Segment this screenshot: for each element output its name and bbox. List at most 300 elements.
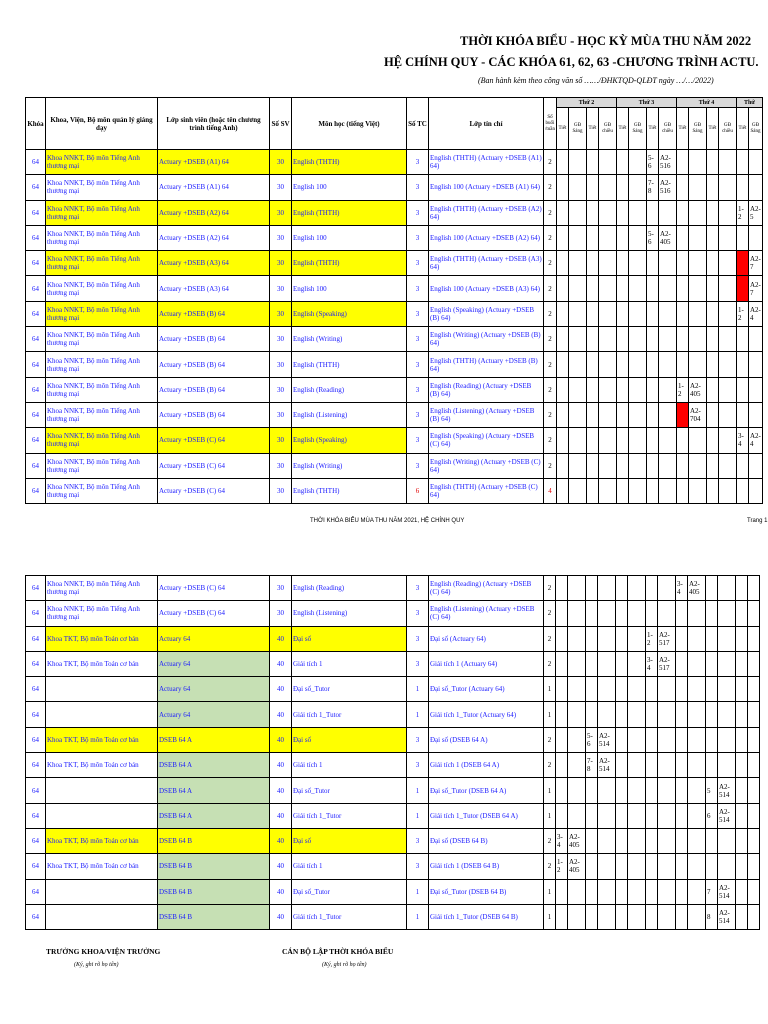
cell-thu3-phong (628, 727, 646, 752)
cell-thu4-tiet-chieu (707, 175, 719, 200)
cell-loptinchi: Giải tích 1_Tutor (DSEB 64 B) (429, 904, 544, 929)
cell-thu2-tiet (557, 225, 569, 250)
cell-sobuoi: 2 (544, 626, 556, 651)
cell-thu2-tiet-chieu (587, 225, 599, 250)
cell-thu2-phong-chieu (598, 651, 616, 676)
cell-vien: Khoa TKT, Bộ môn Toán cơ bản (46, 651, 158, 676)
cell-thu4-tiet (676, 727, 688, 752)
cell-thu2-phong (569, 352, 587, 377)
cell-thu4-phong (688, 778, 706, 803)
cell-thu2-phong (569, 276, 587, 301)
cell-thu2-phong: A2-405 (568, 854, 586, 879)
cell-vien (46, 803, 158, 828)
cell-monhoc: English (Reading) (292, 576, 407, 601)
cell-monhoc: Giải tích 1_Tutor (292, 803, 407, 828)
table-row (26, 727, 760, 752)
cell-lop: Actuary +DSEB (A1) 64 (158, 175, 270, 200)
schedule-table-2 (25, 575, 760, 930)
subcol-2-1: GĐ Sáng (689, 108, 707, 150)
cell-sosv: 30 (270, 377, 292, 402)
cell-thu4-phong-chieu (719, 225, 737, 250)
cell-thu3-tiet-chieu (646, 576, 658, 601)
cell-thu4-tiet (676, 677, 688, 702)
cell-thu3-tiet-chieu: 3-4 (646, 651, 658, 676)
cell-lop: Actuary +DSEB (C) 64 (158, 478, 270, 503)
col-sotc: Số TC (407, 98, 429, 150)
cell-thu3-phong (628, 854, 646, 879)
cell-thu2-tiet (556, 879, 568, 904)
cell-sotc: 3 (407, 651, 429, 676)
cell-thu4-tiet-chieu (706, 677, 718, 702)
cell-lop: DSEB 64 B (158, 879, 270, 904)
cell-thu4-tiet-chieu (707, 478, 719, 503)
cell-thu4-tiet: 1-2 (677, 377, 689, 402)
col-loptinchi: Lớp tín chỉ (429, 98, 544, 150)
cell-thu2-tiet: 3-4 (556, 828, 568, 853)
cell-thu2-phong-chieu (599, 402, 617, 427)
cell-thu4-tiet-chieu: 8 (706, 904, 718, 929)
cell-loptinchi: English (Reading) (Actuary +DSEB (C) 64) (429, 576, 544, 601)
cell-vien (46, 702, 158, 727)
cell-monhoc: Đại số_Tutor (292, 778, 407, 803)
cell-thu2-phong-chieu (599, 428, 617, 453)
cell-thu3-phong-chieu (659, 352, 677, 377)
cell-thu3-tiet-chieu (647, 301, 659, 326)
cell-khoa: 64 (26, 428, 46, 453)
cell-thu3-tiet-chieu (646, 753, 658, 778)
cell-thu2-phong-chieu (599, 301, 617, 326)
cell-thu4-tiet (677, 175, 689, 200)
cell-khoa: 64 (26, 478, 46, 503)
cell-thu2-phong (569, 402, 587, 427)
cell-thu2-tiet-chieu (587, 327, 599, 352)
cell-thu2-tiet (557, 428, 569, 453)
table-row (26, 377, 763, 402)
subcol-0-1: GĐ Sáng (569, 108, 587, 150)
cell-thu2-tiet (557, 301, 569, 326)
cell-vien: Khoa NNKT, Bộ môn Tiếng Anh thương mại (46, 150, 158, 175)
cell-thu5-tiet (737, 478, 749, 503)
cell-thu2-phong-chieu (598, 904, 616, 929)
schedule-table-1 (25, 97, 763, 504)
cell-thu2-tiet (556, 702, 568, 727)
table-row (26, 352, 763, 377)
cell-lop: Actuary +DSEB (C) 64 (158, 601, 270, 626)
cell-sobuoi: 4 (544, 478, 557, 503)
cell-thu4-phong-chieu (719, 276, 737, 301)
cell-thu2-phong-chieu (599, 251, 617, 276)
cell-sosv: 40 (270, 727, 292, 752)
table-row (26, 904, 760, 929)
subcol-1-2: Tiết (647, 108, 659, 150)
cell-thu3-phong (629, 478, 647, 503)
cell-thu2-phong-chieu (599, 200, 617, 225)
cell-thu2-tiet (557, 251, 569, 276)
cell-sotc: 3 (407, 377, 429, 402)
cell-vien: Khoa NNKT, Bộ môn Tiếng Anh thương mại (46, 402, 158, 427)
cell-thu3-tiet (617, 377, 629, 402)
cell-vien: Khoa NNKT, Bộ môn Tiếng Anh thương mại (46, 377, 158, 402)
cell-thu3-tiet (617, 428, 629, 453)
cell-thu5-tiet: 1-2 (737, 200, 749, 225)
cell-lop: Actuary +DSEB (A1) 64 (158, 150, 270, 175)
col-thu5: Thứ (737, 98, 763, 108)
cell-sotc: 1 (407, 879, 429, 904)
cell-thu3-tiet-chieu (646, 828, 658, 853)
table-row (26, 651, 760, 676)
cell-thu4-tiet-chieu (707, 327, 719, 352)
cell-loptinchi: English (THTH) (Actuary +DSEB (A1) 64) (429, 150, 544, 175)
cell-sosv: 40 (270, 778, 292, 803)
cell-monhoc: English (THTH) (292, 150, 407, 175)
cell-thu5-phong: A2-5 (749, 200, 763, 225)
cell-thu4-tiet (677, 225, 689, 250)
cell-sobuoi: 2 (544, 854, 556, 879)
cell-khoa: 64 (26, 904, 46, 929)
cell-thu3-tiet (616, 626, 628, 651)
cell-thu2-phong (568, 753, 586, 778)
subcol-1-3: GĐ chiều (659, 108, 677, 150)
page-number: Trang 1 (747, 518, 768, 524)
cell-sosv: 30 (270, 225, 292, 250)
cell-thu4-tiet (677, 200, 689, 225)
cell-lop: Actuary +DSEB (A3) 64 (158, 251, 270, 276)
table-row (26, 251, 763, 276)
cell-sobuoi: 1 (544, 702, 556, 727)
cell-thu5-phong (749, 327, 763, 352)
subcol-3-0: Tiết (737, 108, 749, 150)
cell-thu3-tiet (617, 327, 629, 352)
cell-vien (46, 677, 158, 702)
cell-thu2-tiet (556, 904, 568, 929)
cell-thu3-phong (629, 150, 647, 175)
cell-thu3-tiet (616, 601, 628, 626)
cell-loptinchi: Đại số_Tutor (Actuary 64) (429, 677, 544, 702)
cell-loptinchi: Đại số_Tutor (DSEB 64 A) (429, 778, 544, 803)
cell-sobuoi: 1 (544, 879, 556, 904)
cell-thu3-tiet-chieu: 5-6 (647, 225, 659, 250)
cell-sotc: 3 (407, 200, 429, 225)
cell-thu2-tiet-chieu (586, 626, 598, 651)
cell-thu4-phong-chieu (718, 601, 736, 626)
subcol-3-1: GĐ Sáng (749, 108, 763, 150)
cell-thu2-phong (569, 453, 587, 478)
table-row (26, 175, 763, 200)
cell-thu4-phong-chieu (719, 251, 737, 276)
cell-sobuoi: 2 (544, 377, 557, 402)
cell-thu4-tiet (676, 601, 688, 626)
cell-thu4-tiet (677, 402, 689, 427)
table-row (26, 778, 760, 803)
cell-thu2-phong-chieu (598, 601, 616, 626)
cell-thu3-tiet-chieu (646, 727, 658, 752)
cell-sobuoi: 2 (544, 327, 557, 352)
cell-khoa: 64 (26, 778, 46, 803)
cell-thu3-tiet (617, 175, 629, 200)
cell-lop: DSEB 64 B (158, 854, 270, 879)
subcol-0-3: GĐ chiều (599, 108, 617, 150)
cell-thu3-phong-chieu: A2-405 (659, 225, 677, 250)
cell-lop: DSEB 64 A (158, 727, 270, 752)
cell-thu5-tiet (736, 803, 748, 828)
page-title: THỜI KHÓA BIỂU - HỌC KỲ MÙA THU NĂM 2022 (460, 34, 752, 48)
cell-sotc: 6 (407, 478, 429, 503)
cell-vien: Khoa TKT, Bộ môn Toán cơ bản (46, 828, 158, 853)
cell-thu3-phong (628, 828, 646, 853)
cell-thu5-phong (748, 626, 760, 651)
cell-thu2-tiet (556, 626, 568, 651)
cell-thu2-phong-chieu (599, 352, 617, 377)
cell-lop: Actuary 64 (158, 702, 270, 727)
cell-khoa: 64 (26, 651, 46, 676)
cell-thu2-phong (569, 175, 587, 200)
cell-khoa: 64 (26, 200, 46, 225)
cell-thu4-phong (688, 626, 706, 651)
cell-thu5-phong (748, 677, 760, 702)
cell-thu5-tiet (736, 854, 748, 879)
cell-thu2-tiet-chieu (586, 854, 598, 879)
cell-lop: Actuary +DSEB (A2) 64 (158, 200, 270, 225)
cell-thu2-tiet (556, 651, 568, 676)
cell-monhoc: Giải tích 1 (292, 854, 407, 879)
cell-thu5-tiet (736, 702, 748, 727)
cell-thu4-phong-chieu (718, 626, 736, 651)
cell-thu2-phong: A2-405 (568, 828, 586, 853)
cell-thu4-phong-chieu (718, 854, 736, 879)
cell-lop: Actuary +DSEB (C) 64 (158, 576, 270, 601)
cell-thu2-tiet (556, 803, 568, 828)
cell-thu4-phong-chieu (719, 402, 737, 427)
cell-thu4-tiet (677, 453, 689, 478)
cell-sosv: 30 (270, 327, 292, 352)
cell-lop: DSEB 64 A (158, 753, 270, 778)
cell-sotc: 3 (407, 727, 429, 752)
cell-thu4-tiet-chieu (706, 727, 718, 752)
cell-thu5-phong (748, 601, 760, 626)
cell-loptinchi: English (THTH) (Actuary +DSEB (C) 64) (429, 478, 544, 503)
cell-thu2-tiet (556, 727, 568, 752)
cell-thu4-phong (689, 301, 707, 326)
cell-sosv: 30 (270, 402, 292, 427)
cell-thu2-phong-chieu (598, 778, 616, 803)
cell-khoa: 64 (26, 377, 46, 402)
cell-monhoc: English (Reading) (292, 377, 407, 402)
cell-thu5-tiet (737, 453, 749, 478)
cell-thu4-tiet-chieu (707, 402, 719, 427)
cell-sobuoi: 2 (544, 828, 556, 853)
cell-vien: Khoa TKT, Bộ môn Toán cơ bản (46, 626, 158, 651)
issuance-note: (Ban hành kèm theo công văn số ……/ĐHKTQD-QLĐT ngày …/…/2022) (478, 76, 714, 85)
cell-thu4-tiet (677, 428, 689, 453)
cell-monhoc: English 100 (292, 175, 407, 200)
cell-thu3-phong (629, 251, 647, 276)
table-row (26, 753, 760, 778)
cell-sotc: 3 (407, 626, 429, 651)
cell-thu5-phong (748, 904, 760, 929)
cell-thu3-phong (628, 803, 646, 828)
cell-thu4-tiet-chieu (707, 377, 719, 402)
cell-thu2-tiet-chieu (586, 904, 598, 929)
cell-vien: Khoa NNKT, Bộ môn Tiếng Anh thương mại (46, 327, 158, 352)
cell-thu4-tiet (676, 828, 688, 853)
cell-sobuoi: 1 (544, 904, 556, 929)
table-row (26, 576, 760, 601)
cell-sosv: 30 (270, 251, 292, 276)
cell-thu4-phong-chieu (719, 478, 737, 503)
cell-loptinchi: Giải tích 1 (DSEB 64 B) (429, 854, 544, 879)
cell-vien: Khoa NNKT, Bộ môn Tiếng Anh thương mại (46, 478, 158, 503)
cell-thu5-phong (748, 753, 760, 778)
cell-thu4-tiet (676, 854, 688, 879)
cell-thu3-phong (628, 677, 646, 702)
cell-thu2-tiet-chieu (587, 175, 599, 200)
cell-thu3-phong-chieu (658, 702, 676, 727)
cell-thu5-tiet (737, 175, 749, 200)
cell-thu4-phong-chieu (718, 651, 736, 676)
cell-thu2-phong (569, 200, 587, 225)
cell-thu3-tiet-chieu (647, 276, 659, 301)
cell-vien: Khoa NNKT, Bộ môn Tiếng Anh thương mại (46, 576, 158, 601)
cell-sotc: 1 (407, 778, 429, 803)
subcol-1-0: Tiết (617, 108, 629, 150)
cell-thu2-tiet (556, 778, 568, 803)
cell-thu3-phong-chieu (659, 478, 677, 503)
cell-thu2-tiet-chieu (586, 702, 598, 727)
cell-thu5-phong (749, 352, 763, 377)
cell-loptinchi: Giải tích 1_Tutor (Actuary 64) (429, 702, 544, 727)
cell-thu2-tiet-chieu (587, 402, 599, 427)
cell-thu4-tiet-chieu: 6 (706, 803, 718, 828)
cell-thu2-tiet (557, 453, 569, 478)
cell-monhoc: English (THTH) (292, 352, 407, 377)
cell-lop: Actuary +DSEB (C) 64 (158, 428, 270, 453)
cell-thu2-phong (568, 879, 586, 904)
cell-thu3-phong (629, 276, 647, 301)
cell-khoa: 64 (26, 828, 46, 853)
cell-thu4-tiet-chieu (706, 854, 718, 879)
cell-thu4-tiet (677, 327, 689, 352)
cell-thu3-tiet-chieu (646, 702, 658, 727)
cell-thu5-phong (749, 377, 763, 402)
cell-sotc: 3 (407, 150, 429, 175)
cell-thu4-phong-chieu (718, 727, 736, 752)
cell-loptinchi: English 100 (Actuary +DSEB (A2) 64) (429, 225, 544, 250)
cell-thu3-tiet-chieu (647, 377, 659, 402)
cell-monhoc: English 100 (292, 276, 407, 301)
cell-sosv: 40 (270, 803, 292, 828)
cell-thu4-phong-chieu (719, 428, 737, 453)
cell-thu2-phong-chieu (599, 453, 617, 478)
cell-thu3-tiet (616, 778, 628, 803)
cell-thu4-phong (688, 702, 706, 727)
cell-sotc: 3 (407, 576, 429, 601)
cell-sotc: 3 (407, 453, 429, 478)
cell-thu3-phong (628, 879, 646, 904)
cell-thu4-tiet-chieu: 7 (706, 879, 718, 904)
cell-sotc: 3 (407, 225, 429, 250)
cell-thu3-tiet (617, 150, 629, 175)
cell-thu5-phong (749, 478, 763, 503)
cell-vien: Khoa NNKT, Bộ môn Tiếng Anh thương mại (46, 225, 158, 250)
cell-thu3-phong-chieu (658, 879, 676, 904)
cell-thu4-phong (689, 327, 707, 352)
cell-sobuoi: 2 (544, 576, 556, 601)
cell-thu5-tiet: 1-2 (737, 301, 749, 326)
cell-vien (46, 778, 158, 803)
dean-signature-note: (Ký, ghi rõ họ tên) (74, 962, 119, 968)
cell-thu3-phong-chieu: A2-516 (659, 150, 677, 175)
cell-thu4-tiet (676, 904, 688, 929)
cell-sotc: 1 (407, 904, 429, 929)
cell-loptinchi: English (Listening) (Actuary +DSEB (B) 64) (429, 402, 544, 427)
cell-thu4-phong (689, 276, 707, 301)
cell-thu4-tiet-chieu (706, 702, 718, 727)
cell-thu2-phong (569, 478, 587, 503)
cell-thu2-phong-chieu (599, 478, 617, 503)
cell-monhoc: Đại số (292, 626, 407, 651)
scheduler-signature-note: (Ký, ghi rõ họ tên) (322, 962, 367, 968)
cell-thu2-tiet-chieu (587, 428, 599, 453)
cell-sosv: 40 (270, 753, 292, 778)
cell-khoa: 64 (26, 225, 46, 250)
cell-thu4-phong: A2-405 (688, 576, 706, 601)
cell-thu3-phong (629, 327, 647, 352)
cell-thu4-phong (688, 753, 706, 778)
cell-thu3-tiet-chieu (646, 677, 658, 702)
cell-vien: Khoa NNKT, Bộ môn Tiếng Anh thương mại (46, 352, 158, 377)
cell-thu5-tiet: 3-4 (737, 428, 749, 453)
cell-thu4-phong-chieu (719, 150, 737, 175)
cell-thu2-tiet-chieu (586, 651, 598, 676)
cell-lop: Actuary +DSEB (A2) 64 (158, 225, 270, 250)
cell-thu5-phong (748, 854, 760, 879)
cell-thu3-phong-chieu (658, 753, 676, 778)
table-row (26, 276, 763, 301)
cell-thu2-phong (569, 327, 587, 352)
table-row (26, 601, 760, 626)
cell-thu5-tiet (736, 651, 748, 676)
table-row (26, 803, 760, 828)
cell-thu4-tiet (676, 879, 688, 904)
cell-monhoc: English 100 (292, 225, 407, 250)
cell-thu3-phong-chieu (659, 251, 677, 276)
cell-thu3-phong (628, 702, 646, 727)
cell-vien: Khoa TKT, Bộ môn Toán cơ bản (46, 727, 158, 752)
cell-thu3-tiet (616, 879, 628, 904)
cell-sobuoi: 1 (544, 803, 556, 828)
cell-thu2-phong (568, 651, 586, 676)
cell-thu2-phong-chieu (598, 854, 616, 879)
col-monhoc: Môn học (tiếng Việt) (292, 98, 407, 150)
cell-loptinchi: Giải tích 1 (Actuary 64) (429, 651, 544, 676)
cell-monhoc: English (THTH) (292, 200, 407, 225)
cell-thu4-tiet-chieu (707, 453, 719, 478)
cell-thu3-phong (629, 377, 647, 402)
cell-monhoc: Giải tích 1_Tutor (292, 702, 407, 727)
cell-thu4-phong-chieu (719, 200, 737, 225)
cell-thu4-tiet-chieu (706, 651, 718, 676)
cell-thu3-phong (628, 778, 646, 803)
cell-vien: Khoa NNKT, Bộ môn Tiếng Anh thương mại (46, 601, 158, 626)
cell-sosv: 30 (270, 478, 292, 503)
cell-thu2-tiet (557, 377, 569, 402)
cell-thu4-phong-chieu (719, 175, 737, 200)
cell-thu4-phong (689, 478, 707, 503)
cell-khoa: 64 (26, 352, 46, 377)
cell-sosv: 40 (270, 651, 292, 676)
cell-vien: Khoa NNKT, Bộ môn Tiếng Anh thương mại (46, 453, 158, 478)
cell-thu4-phong (688, 803, 706, 828)
